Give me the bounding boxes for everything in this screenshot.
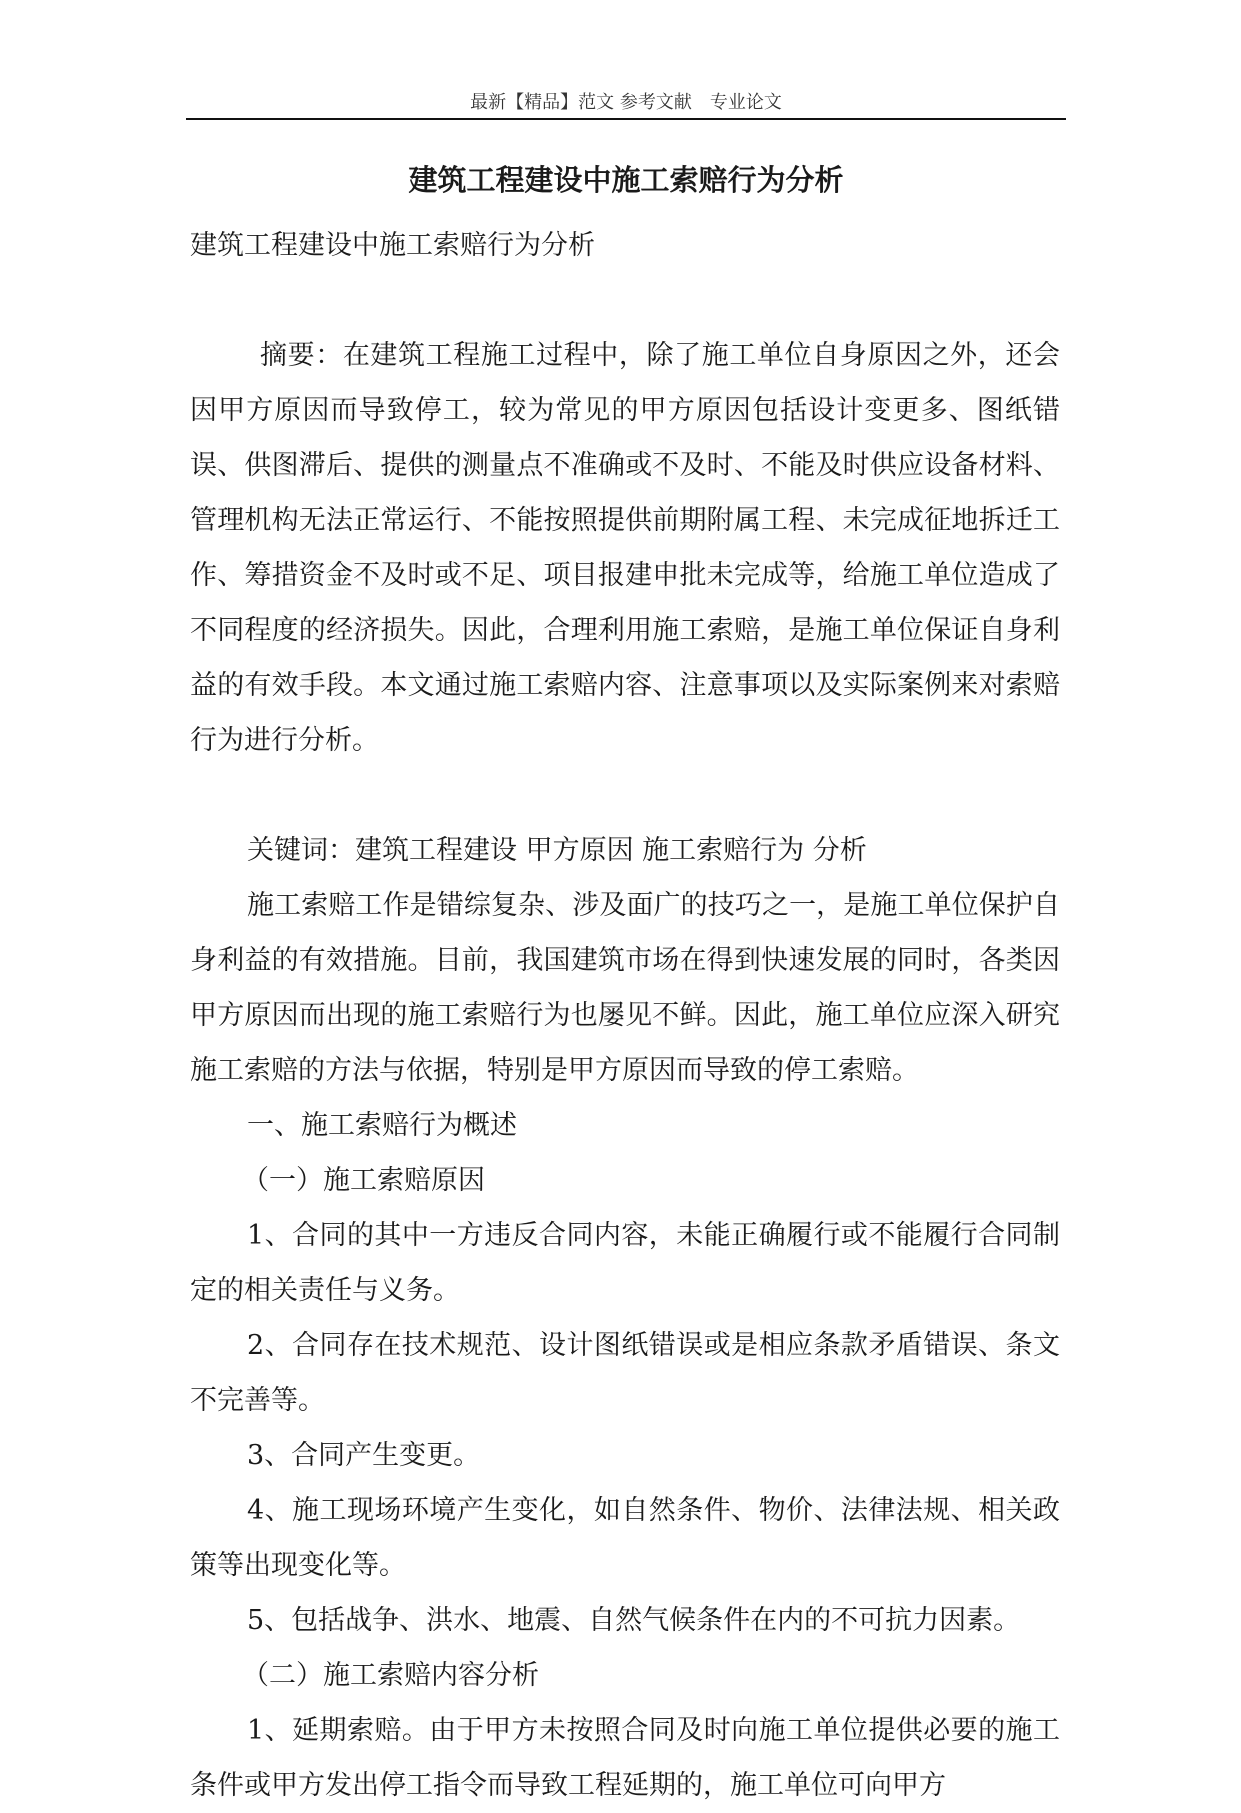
list-item: 4、施工现场环境产生变化，如自然条件、物价、法律法规、相关政策等出现变化等。 [190, 1495, 1060, 1581]
section-heading: 一、施工索赔行为概述 [247, 1110, 517, 1141]
list-item: 5、包括战争、洪水、地震、自然气候条件在内的不可抗力因素。 [247, 1605, 1021, 1636]
abstract-paragraph: 摘要：在建筑工程施工过程中，除了施工单位自身原因之外，还会因甲方原因而导致停工，较为常见的甲方原因包括设计变更多、图纸错误、供图滞后、提供的测量点不准确或不及时、不能及时供应设备材料、管理机构无法正常运行、不能按照提供前期附属工程、未完成征地拆迁工作、筹措资金不及时或不足、项目报建申批未完成等，给施工单位造成了不同程度的经济损失。因此，合理利用施工索赔，是施工单位保证自身利益的有效手段。本文通过施工索赔内容、注意事项以及实际案例来对索赔行为进行分析。 [190, 340, 1060, 756]
document-title: 建筑工程建设中施工索赔行为分析 [408, 163, 844, 197]
subsection-heading: （二）施工索赔内容分析 [242, 1660, 539, 1691]
list-item: 3、合同产生变更。 [247, 1440, 481, 1471]
document-subtitle: 建筑工程建设中施工索赔行为分析 [190, 230, 595, 261]
list-item: 2、合同存在技术规范、设计图纸错误或是相应条款矛盾错误、条文不完善等。 [190, 1330, 1060, 1416]
intro-paragraph: 施工索赔工作是错综复杂、涉及面广的技巧之一，是施工单位保护自身利益的有效措施。目前，我国建筑市场在得到快速发展的同时，各类因甲方原因而出现的施工索赔行为也屡见不鲜。因此，施工单位应深入研究施工索赔的方法与依据，特别是甲方原因而导致的停工索赔。 [190, 890, 1060, 1086]
subsection-heading: （一）施工索赔原因 [242, 1165, 485, 1196]
list-item: 1、合同的其中一方违反合同内容，未能正确履行或不能履行合同制定的相关责任与义务。 [190, 1220, 1060, 1306]
document-body [190, 218, 1060, 1813]
header-divider [186, 118, 1066, 120]
list-item: 1、延期索赔。由于甲方未按照合同及时向施工单位提供必要的施工条件或甲方发出停工指令而导致工程延期的，施工单位可向甲方 [190, 1715, 1060, 1801]
page-header: 最新【精品】范文 参考文献 专业论文 [470, 92, 782, 113]
keywords-line: 关键词：建筑工程建设 甲方原因 施工索赔行为 分析 [247, 835, 867, 866]
